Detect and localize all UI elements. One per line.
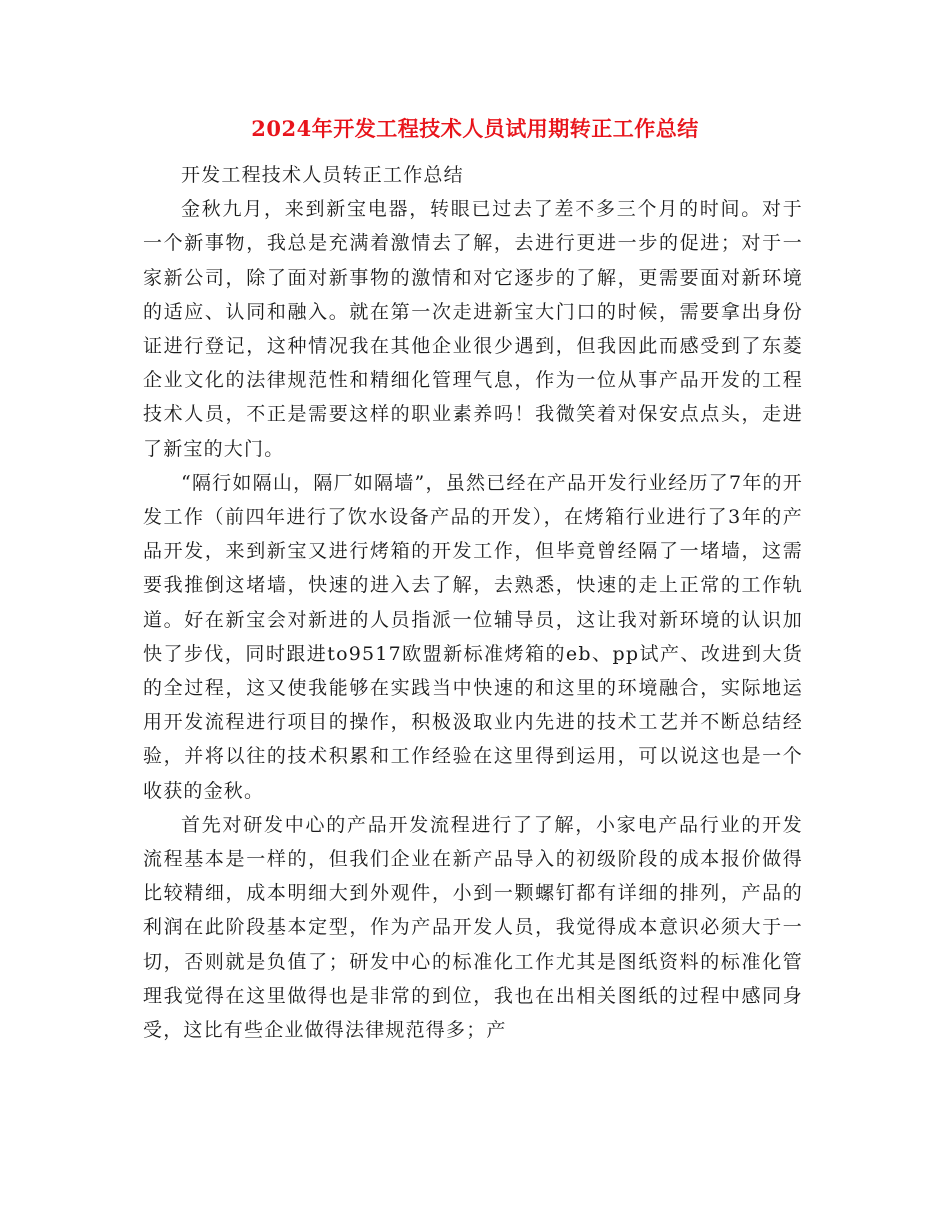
paragraph-2: “隔行如隔山，隔厂如隔墙”，虽然已经在产品开发行业经历了7年的开发工作（前四年进行了饮水设备产品的开发），在烤箱行业进行了3年的产品开发，来到新宝又进行烤箱的开发工作，但毕竟曾经隔了一堵墙，这需要我推倒这堵墙，快速的进入去了解，去熟悉，快速的走上正常的工作轨道。好在新宝会对新进的人员指派一位辅导员，这让我对新环境的认识加快了步伐，同时跟进to9517欧盟新标准烤箱的eb、pp试产、改进到大货的全过程，这又使我能够在实践当中快速的和这里的环境融合，实际地运用开发流程进行项目的操作，积极汲取业内先进的技术工艺并不断总结经验，并将以往的技术积累和工作经验在这里得到运用，可以说这也是一个收获的金秋。 [143, 471, 803, 802]
document-subtitle: 开发工程技术人员转正工作总结 [181, 164, 464, 186]
paragraph-3: 首先对研发中心的产品开发流程进行了了解，小家电产品行业的开发流程基本是一样的，但我们企业在新产品导入的初级阶段的成本报价做得比较精细，成本明细大到外观件，小到一颗螺钉都有详细的排列，产品的利润在此阶段基本定型，作为产品开发人员，我觉得成本意识必须大于一切，否则就是负值了；研发中心的标准化工作尤其是图纸资料的标准化管理我觉得在这里做得也是非常的到位，我也在出相关图纸的过程中感同身受，这比有些企业做得法律规范得多；产 [143, 813, 803, 1042]
paragraph-1: 金秋九月，来到新宝电器，转眼已过去了差不多三个月的时间。对于一个新事物，我总是充满着激情去了解，去进行更进一步的促进；对于一家新公司，除了面对新事物的激情和对它逐步的了解，更需要面对新环境的适应、认同和融入。就在第一次走进新宝大门口的时候，需要拿出身份证进行登记，这种情况我在其他企业很少遇到，但我因此而感受到了东菱企业文化的法律规范性和精细化管理气息，作为一位从事产品开发的工程技术人员，不正是需要这样的职业素养吗！我微笑着对保安点点头，走进了新宝的大门。 [143, 198, 803, 460]
document-title: 2024年开发工程技术人员试用期转正工作总结 [251, 116, 699, 141]
document-body [143, 158, 803, 1047]
